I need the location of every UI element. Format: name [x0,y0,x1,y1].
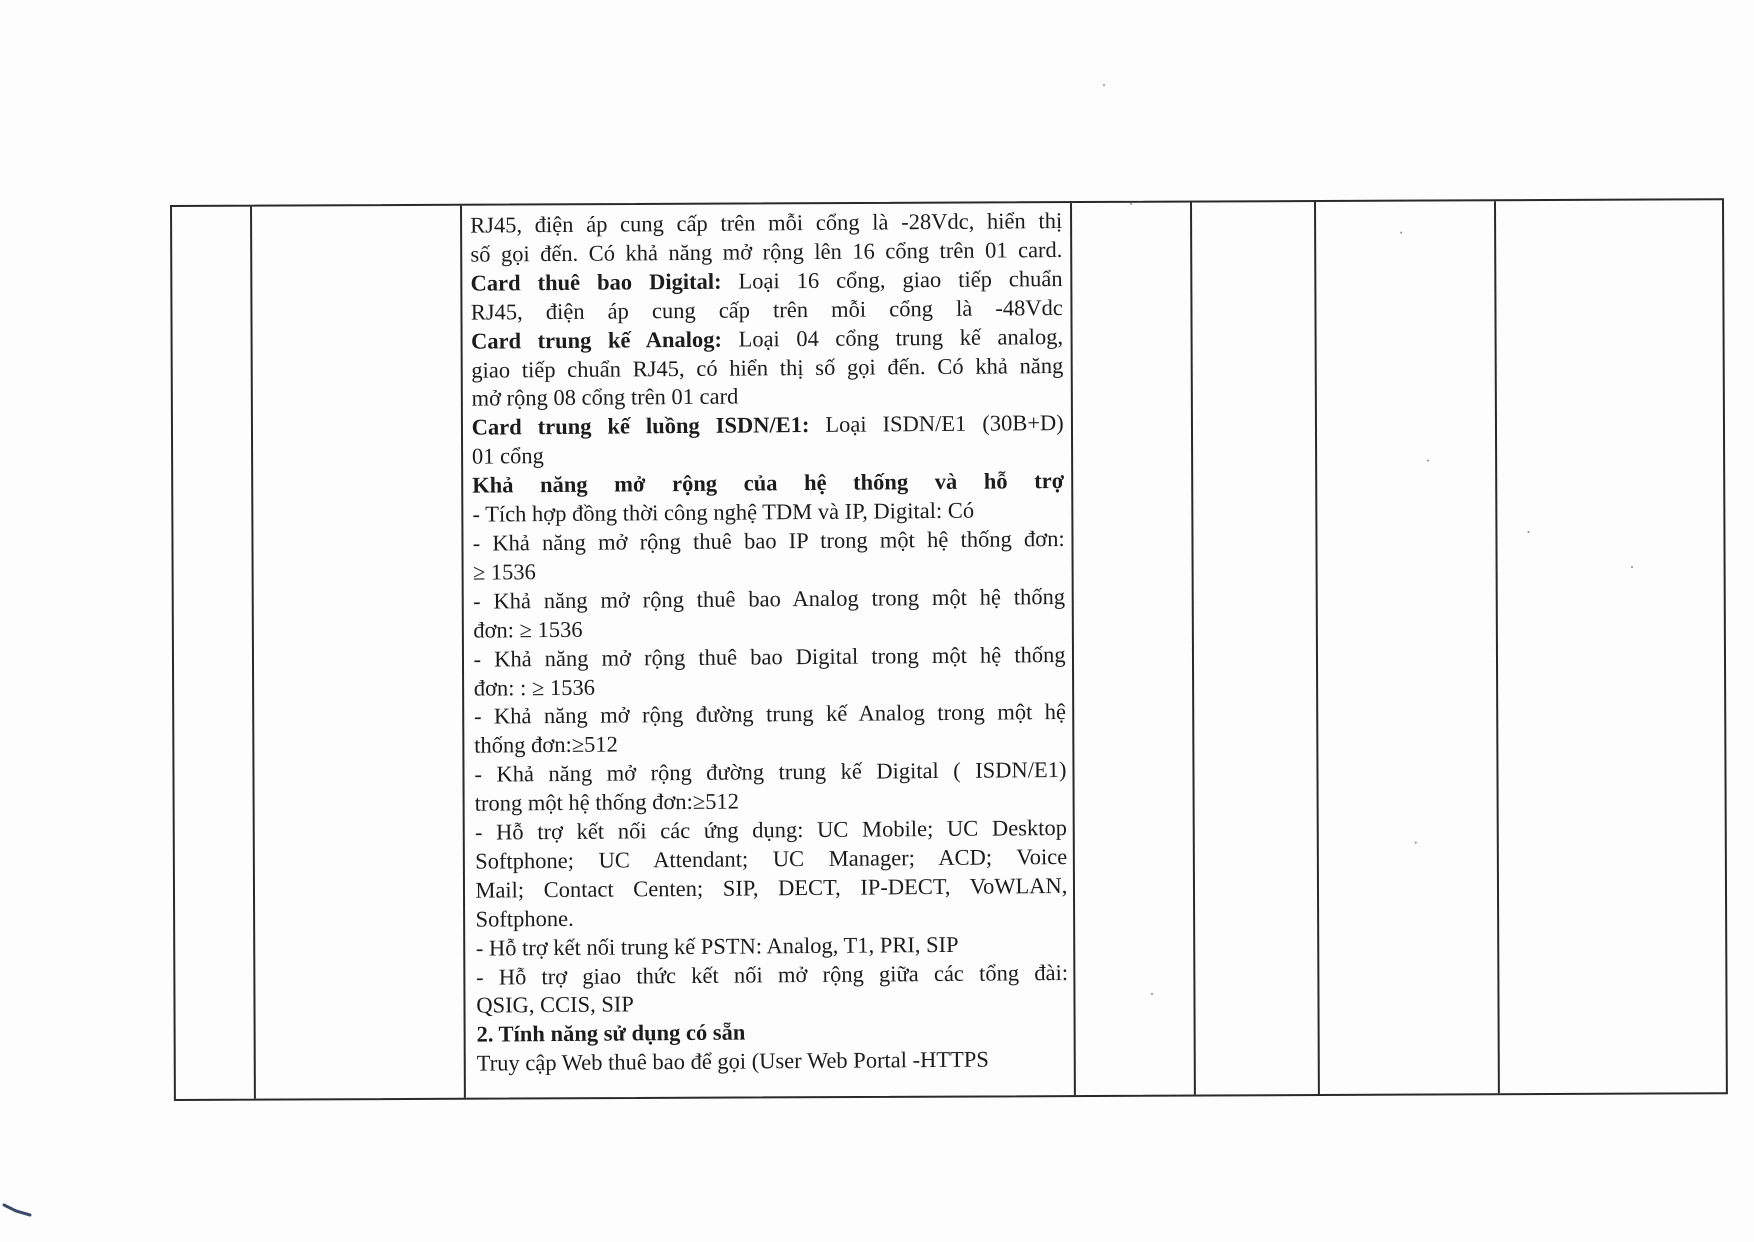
spec-line [474,698,1066,732]
table-column-7 [1496,200,1726,1093]
spec-line-text: Softphone; UC Attendant; UC Manager; ACD; Voice [475,843,1068,874]
spec-line-text: trong một hệ thống đơn:≥512 [474,788,740,816]
spec-line-text: Mail; Contact Centen; SIP, DECT, IP-DECT, VoWLAN, [475,872,1068,903]
spec-line [476,930,1068,964]
spec-line-text: 01 cổng [471,443,544,469]
spec-line [475,872,1067,906]
spec-line-text: - Hỗ trợ giao thức kết nối mở rộng giữa các tổng đài: [475,959,1069,990]
table-column-5 [1192,202,1320,1095]
table-column-specification [462,203,1076,1098]
spec-line-text: đơn: ≥ 1536 [473,616,583,643]
spec-heading: 2. Tính năng sử dụng có sẵn [476,1019,746,1048]
spec-line-text: thống đơn:≥512 [474,731,618,758]
spec-line-label: Card trung kế luồng ISDN/E1: [471,412,810,440]
spec-line-text: RJ45, điện áp cung cấp trên mỗi cổng là -48Vdc [470,294,1063,325]
spec-line [474,669,1066,703]
spec-line [471,265,1063,299]
spec-line-text: - Khả năng mở rộng đường trung kế Analog trong một hệ [473,699,1067,730]
specification-table [170,198,1728,1101]
spec-line [476,901,1068,935]
spec-line [477,1045,1069,1079]
spec-line [473,554,1065,588]
spec-line [473,583,1065,617]
scan-speck [1130,203,1132,205]
spec-line [475,785,1067,819]
scan-speck [1103,84,1105,86]
scan-speck [1631,566,1633,568]
spec-line [475,843,1067,877]
spec-heading: Khả năng mở rộng của hệ thống và hỗ trợ [472,468,1065,498]
spec-line [472,409,1064,443]
spec-line-text: RJ45, điện áp cung cấp trên mỗi cổng là -28Vdc, hiển thị [470,208,1063,238]
spec-line-text: - Khả năng mở rộng đường trung kế Digital ( ISDN/E1) [474,757,1067,787]
scan-speck [1427,460,1429,462]
spec-line-label: Card trung kế Analog: [470,326,723,354]
scan-speck [1400,232,1402,234]
spec-line [471,380,1063,414]
spec-line-text: giao tiếp chuẩn RJ45, có hiển thị số gọi đến. Có khả năng [471,352,1064,383]
spec-line-text: Loại ISDN/E1 (30B+D) [809,410,1064,438]
spec-line-text: Softphone. [475,905,574,932]
spec-line-label: Card thuê bao Digital: [470,268,722,296]
spec-line-text: đơn: : ≥ 1536 [473,674,596,701]
spec-line [476,987,1068,1021]
spec-line [471,294,1063,328]
spec-line-text: ≥ 1536 [472,559,536,585]
spec-line [476,1016,1068,1050]
spec-line-text: - Khả năng mở rộng thuê bao IP trong một hệ thống đơn: [472,525,1065,556]
spec-line-text: Truy cập Web thuê bao để gọi (User Web Portal -HTTPS [476,1046,989,1076]
spec-line [470,207,1062,241]
spec-line-text: - Khả năng mở rộng thuê bao Digital trong một hệ thống [473,641,1066,672]
spec-line-text: QSIG, CCIS, SIP [476,991,634,1019]
spec-line [471,323,1063,357]
spec-line-text: - Hỗ trợ kết nối các ứng dụng: UC Mobile; UC Desktop [474,815,1068,845]
scan-edge-mark [2,1203,32,1217]
spec-line-text: mở rộng 08 cổng trên 01 card [471,383,739,412]
scan-speck [1527,531,1529,533]
table-column-1 [172,207,256,1099]
table-column-6 [1316,201,1500,1094]
spec-line [472,438,1064,472]
spec-line [470,236,1062,270]
spec-line [476,959,1068,993]
spec-line [472,496,1064,530]
scan-speck [1415,842,1417,844]
specification-text [462,201,1077,1079]
spec-line [473,525,1065,559]
spec-line-text: - Hỗ trợ kết nối trung kế PSTN: Analog, T1, PRI, SIP [475,931,959,961]
spec-line [473,641,1065,675]
spec-line [472,467,1064,501]
spec-line [471,352,1063,386]
spec-line-text: Loại 16 cổng, giao tiếp chuẩn [721,265,1063,294]
table-column-4 [1072,203,1196,1096]
spec-line [475,814,1067,848]
spec-line-text: Loại 04 cổng trung kế analog, [721,323,1064,352]
spec-line [473,612,1065,646]
spec-line-text: - Tích hợp đồng thời công nghệ TDM và IP, Digital: Có [472,497,975,527]
scan-speck [1151,993,1153,995]
spec-line-text: - Khả năng mở rộng thuê bao Analog trong một hệ thống [473,583,1066,614]
spec-line [474,727,1066,761]
table-column-2 [252,206,466,1099]
spec-line-text: số gọi đến. Có khả năng mở rộng lên 16 cổng trên 01 card. [470,236,1063,267]
spec-line [474,756,1066,790]
